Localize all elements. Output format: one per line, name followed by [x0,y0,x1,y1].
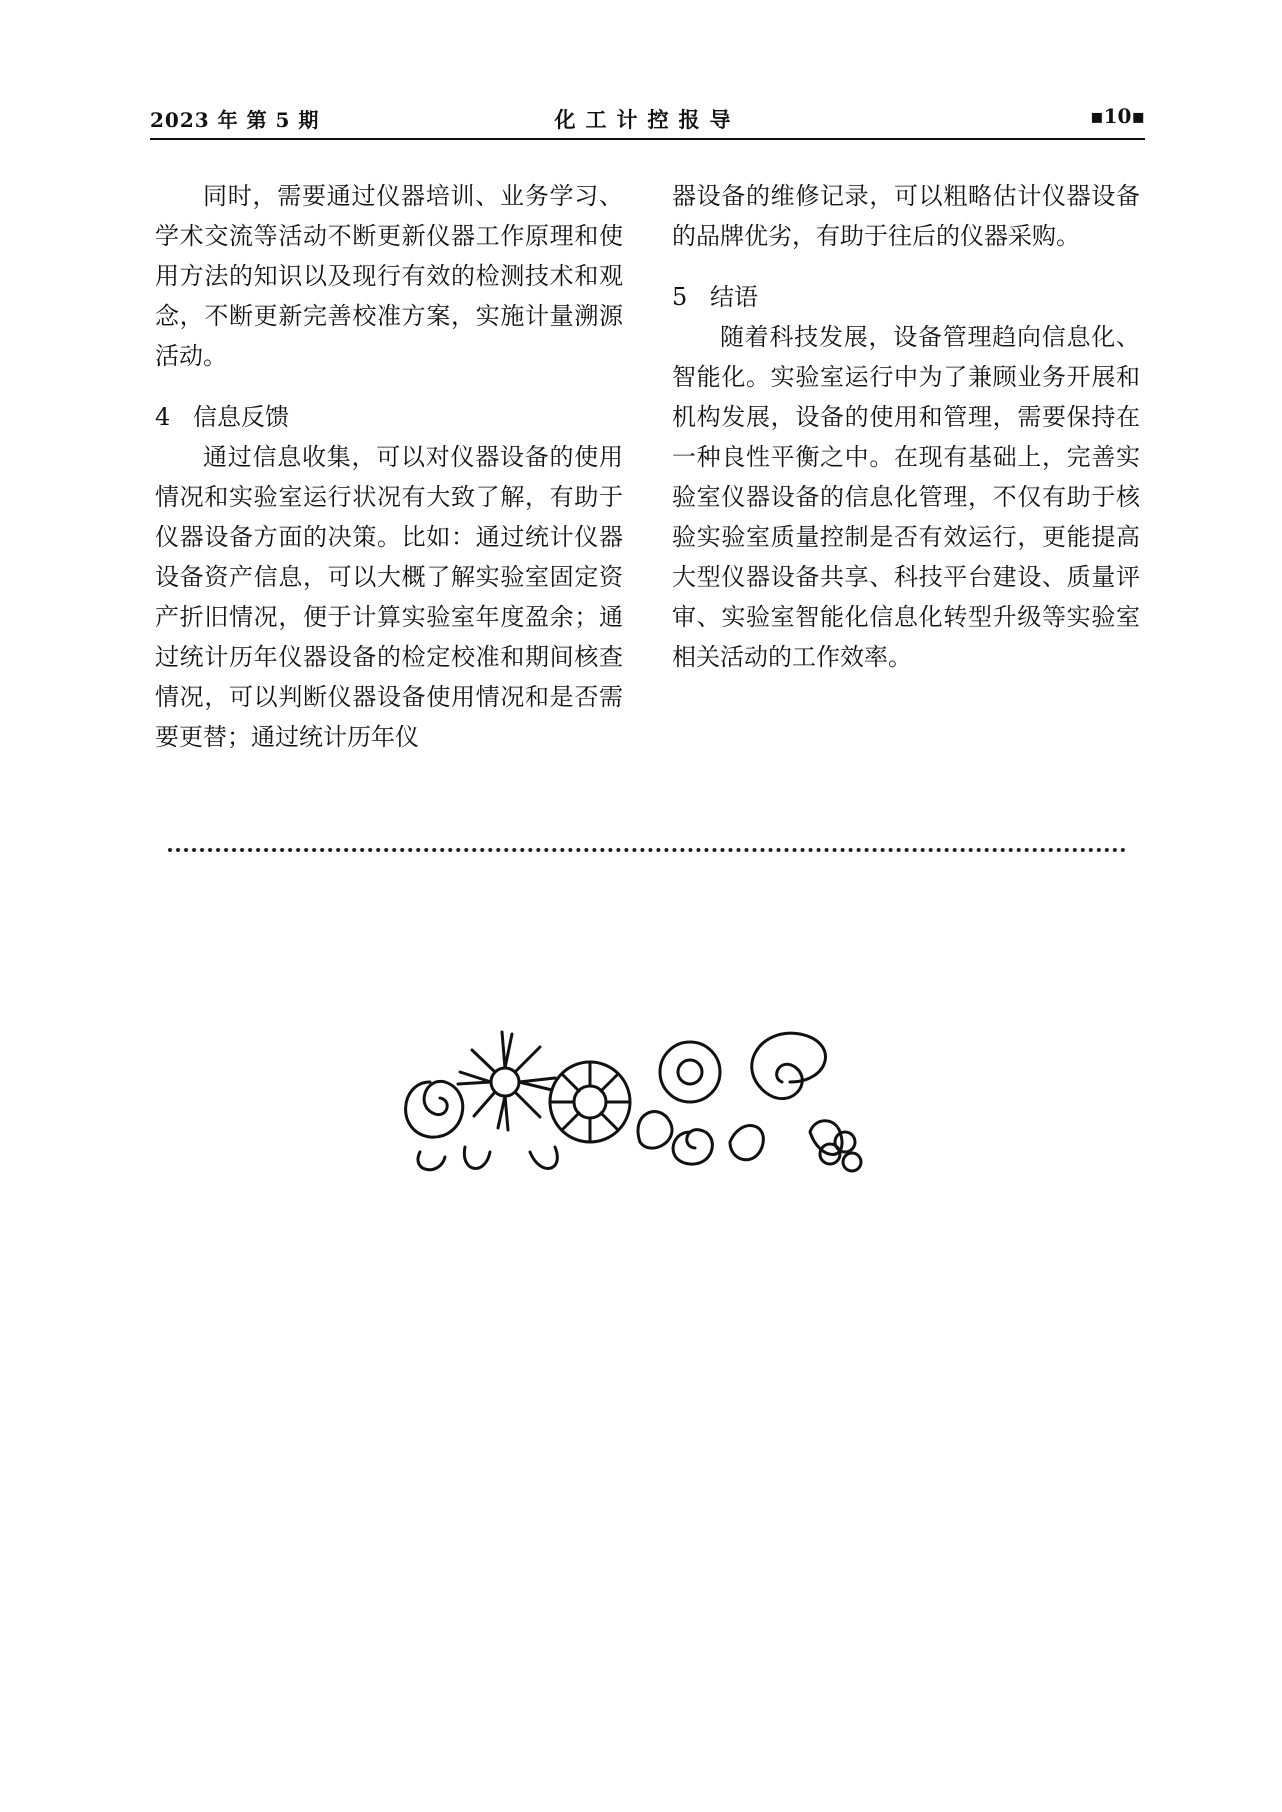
paragraph: 通过信息收集，可以对仪器设备的使用情况和实验室运行状况有大致了解，有助于仪器设备方面的决策。比如：通过统计仪器设备资产信息，可以大概了解实验室固定资产折旧情况，便于计算实验室年度盈余；通过统计历年仪器设备的检定校准和期间核查情况，可以判断仪器设备使用情况和是否需要更替；通过统计历年仪 [155,443,623,751]
paragraph: 随着科技发展，设备管理趋向信息化、智能化。实验室运行中为了兼顾业务开展和机构发展，设备的使用和管理，需要保持在一种良性平衡之中。在现有基础上，完善实验室仪器设备的信息化管理，不仅有助于核验实验室质量控制是否有效运行，更能提高大型仪器设备共享、科技平台建设、质量评审、实验室智能化信息化转型升级等实验室相关活动的工作效率。 [672,323,1140,671]
issue-label: 2023 年 第 5 期 [150,108,320,132]
section-number: 4 [155,403,171,431]
section-heading-5 [672,277,1140,317]
paragraph: 器设备的维修记录，可以粗略估计仪器设备的品牌优劣，有助于往后的仪器采购。 [672,182,1140,250]
right-column [672,176,1140,677]
section-title: 信息反馈 [193,403,289,431]
journal-title: 化工计控报导 [554,107,741,132]
page-number: ▪10▪ [1090,104,1145,128]
section-title: 结语 [710,283,758,311]
running-header [150,104,1145,140]
left-column [155,176,623,757]
section-heading-4 [155,397,623,437]
section-number: 5 [672,283,688,311]
flower-ornament-icon [390,1022,870,1182]
dotted-divider [168,848,1126,852]
paragraph: 同时，需要通过仪器培训、业务学习、学术交流等活动不断更新仪器工作原理和使用方法的知识以及现行有效的检测技术和观念，不断更新完善校准方案，实施计量溯源活动。 [155,182,623,370]
